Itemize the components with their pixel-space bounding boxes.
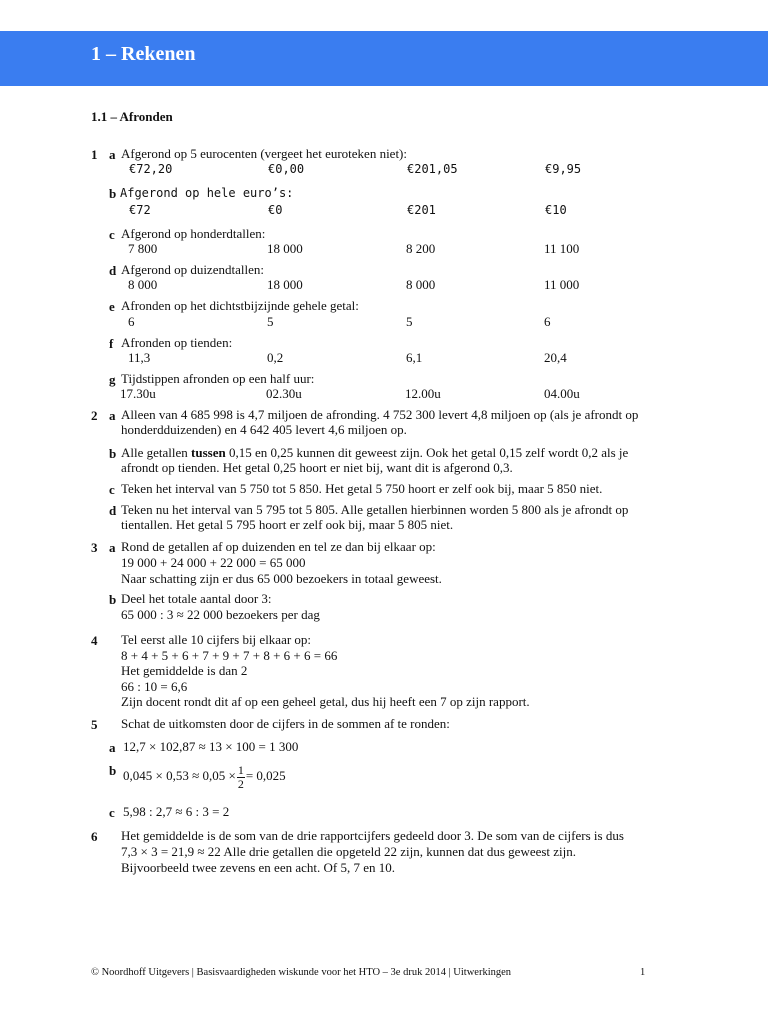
answer-value: 11 100 bbox=[544, 241, 580, 256]
answer-text: Teken nu het interval van 5 795 tot 5 805. Alle getallen hierbinnen worden 5 800 als je afrondt op bbox=[121, 502, 629, 517]
formula-pre: 0,045 × 0,53 ≈ 0,05 × bbox=[123, 768, 236, 784]
part-label: d bbox=[109, 503, 117, 518]
part-text: Tijdstippen afronden op een half uur: bbox=[121, 371, 315, 386]
answer-value: 02.30u bbox=[266, 386, 302, 401]
answer-text bbox=[121, 445, 628, 461]
question-number: 3 bbox=[91, 540, 98, 555]
answer-value: €201 bbox=[407, 203, 436, 217]
answer-value: 11 000 bbox=[544, 277, 580, 292]
answer-text: Het gemiddelde is dan 2 bbox=[121, 663, 248, 678]
answer-text: 7,3 × 3 = 21,9 ≈ 22 Alle drie getallen die opgeteld 22 zijn, kunnen dat dus geweest zijn. bbox=[121, 844, 577, 859]
answer-value: 8 000 bbox=[406, 277, 436, 292]
answer-value: 8 200 bbox=[406, 241, 436, 256]
part-text: Afgerond op duizendtallen: bbox=[121, 262, 264, 277]
answer-value: 17.30u bbox=[120, 386, 156, 401]
part-label: g bbox=[109, 372, 116, 387]
formula: 12,7 × 102,87 ≈ 13 × 100 = 1 300 bbox=[123, 739, 299, 754]
answer-text: Alleen van 4 685 998 is 4,7 miljoen de afronding. 4 752 300 levert 4,8 miljoen op (als je afrondt op bbox=[121, 407, 639, 422]
part-label: a bbox=[109, 740, 116, 755]
question-number: 2 bbox=[91, 408, 98, 423]
formula bbox=[123, 764, 286, 790]
answer-value: €0,00 bbox=[268, 162, 305, 176]
answer-value: 12.00u bbox=[405, 386, 441, 401]
answer-value: 04.00u bbox=[544, 386, 580, 401]
part-label: b bbox=[109, 763, 117, 778]
formula: 65 000 : 3 ≈ 22 000 bezoekers per dag bbox=[121, 607, 320, 622]
answer-text-post: 0,15 en 0,25 kunnen dit geweest zijn. Ook het getal 0,15 zelf wordt 0,2 als je bbox=[225, 445, 629, 460]
part-label: b bbox=[109, 592, 117, 607]
answer-text: tientallen. Het getal 5 795 hoort er zelf ook bij, maar 5 805 niet. bbox=[121, 517, 454, 532]
answer-value: 0,2 bbox=[267, 350, 284, 365]
answer-value: €10 bbox=[545, 203, 567, 217]
answer-value: 11,3 bbox=[128, 350, 151, 365]
answer-value: €72 bbox=[129, 203, 151, 217]
formula: 66 : 10 = 6,6 bbox=[121, 679, 188, 694]
answer-value: 6 bbox=[544, 314, 551, 329]
part-label: b bbox=[109, 186, 117, 201]
part-label: a bbox=[109, 147, 116, 162]
answer-text-pre: Alle getallen bbox=[121, 445, 192, 460]
answer-value: 20,4 bbox=[544, 350, 567, 365]
answer-value: €0 bbox=[268, 203, 283, 217]
answer-value: 8 000 bbox=[128, 277, 158, 292]
fraction bbox=[237, 764, 245, 790]
part-label: a bbox=[109, 540, 116, 555]
footer-copyright: © Noordhoff Uitgevers | Basisvaardigheden wiskunde voor het HTO – 3e druk 2014 | Uitwerkingen bbox=[91, 967, 512, 978]
answer-value: 7 800 bbox=[128, 241, 158, 256]
chapter-title: 1 – Rekenen bbox=[91, 43, 196, 65]
formula: 19 000 + 24 000 + 22 000 = 65 000 bbox=[121, 555, 306, 570]
answer-text: Naar schatting zijn er dus 65 000 bezoekers in totaal geweest. bbox=[121, 571, 442, 586]
answer-text: Schat de uitkomsten door de cijfers in de sommen af te ronden: bbox=[121, 716, 450, 731]
answer-text: Rond de getallen af op duizenden en tel ze dan bij elkaar op: bbox=[121, 539, 436, 554]
part-text: Afgerond op honderdtallen: bbox=[121, 226, 266, 241]
fraction-denominator: 2 bbox=[237, 776, 244, 791]
answer-value: 18 000 bbox=[267, 277, 303, 292]
question-number: 4 bbox=[91, 633, 98, 648]
formula: 5,98 : 2,7 ≈ 6 : 3 = 2 bbox=[123, 804, 230, 819]
part-label: a bbox=[109, 408, 116, 423]
answer-value: 6,1 bbox=[406, 350, 423, 365]
answer-value: 5 bbox=[267, 314, 274, 329]
part-text: Afronden op het dichtstbijzijnde gehele getal: bbox=[121, 298, 359, 313]
answer-text: Deel het totale aantal door 3: bbox=[121, 591, 272, 606]
formula: 8 + 4 + 5 + 6 + 7 + 9 + 7 + 8 + 6 + 6 = 66 bbox=[121, 648, 338, 663]
section-title: 1.1 – Afronden bbox=[91, 109, 173, 124]
answer-text: Tel eerst alle 10 cijfers bij elkaar op: bbox=[121, 632, 312, 647]
answer-value: 6 bbox=[128, 314, 135, 329]
emphasis-text: tussen bbox=[191, 445, 226, 460]
answer-text: afrondt op tienden. Het getal 0,25 hoort er niet bij, want dit is afgerond 0,3. bbox=[121, 460, 513, 475]
answer-text: honderdduizenden) en 4 642 405 levert 4,6 miljoen op. bbox=[121, 422, 407, 437]
question-number: 5 bbox=[91, 717, 98, 732]
part-label: b bbox=[109, 446, 117, 461]
answer-value: €9,95 bbox=[545, 162, 582, 176]
part-label: c bbox=[109, 482, 115, 497]
question-number: 1 bbox=[91, 147, 98, 162]
fraction-numerator: 1 bbox=[237, 763, 244, 777]
part-text: Afgerond op 5 eurocenten (vergeet het euroteken niet): bbox=[121, 146, 407, 161]
answer-text: Teken het interval van 5 750 tot 5 850. Het getal 5 750 hoort er zelf ook bij, maar 5 850 niet. bbox=[121, 481, 603, 496]
answer-value: 5 bbox=[406, 314, 413, 329]
part-text: Afronden op tienden: bbox=[121, 335, 233, 350]
answer-value: 18 000 bbox=[267, 241, 303, 256]
formula-post: = 0,025 bbox=[245, 768, 286, 784]
answer-text: Bijvoorbeeld twee zevens en een acht. Of 5, 7 en 10. bbox=[121, 860, 395, 875]
answer-text: Het gemiddelde is de som van de drie rapportcijfers gedeeld door 3. De som van de cijfers is dus bbox=[121, 828, 624, 843]
answer-value: €72,20 bbox=[129, 162, 173, 176]
part-label: d bbox=[109, 263, 117, 278]
part-label: c bbox=[109, 805, 115, 820]
question-number: 6 bbox=[91, 829, 98, 844]
chapter-banner bbox=[0, 31, 768, 86]
part-label: c bbox=[109, 227, 115, 242]
part-label: e bbox=[109, 299, 115, 314]
answer-text: Zijn docent rondt dit af op een geheel getal, dus hij heeft een 7 op zijn rapport. bbox=[121, 694, 530, 709]
page-number: 1 bbox=[640, 967, 646, 978]
answer-value: €201,05 bbox=[407, 162, 458, 176]
part-label: f bbox=[109, 336, 114, 351]
part-text: Afgerond op hele euro’s: bbox=[120, 186, 294, 200]
